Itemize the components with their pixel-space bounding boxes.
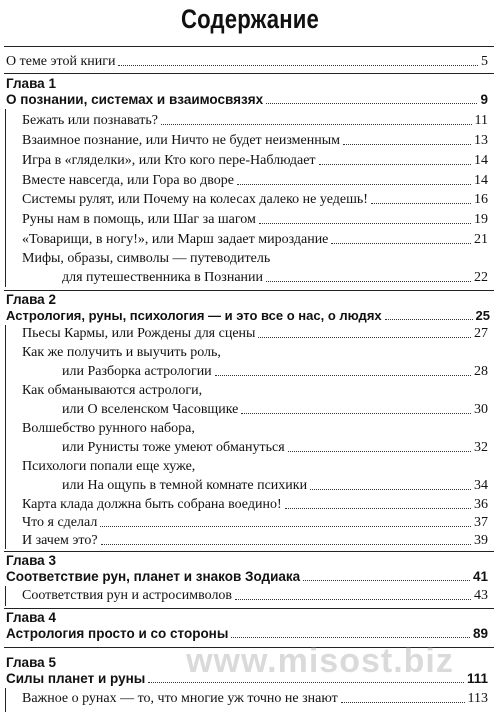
leader-dots — [343, 144, 471, 145]
entry-page: 28 — [474, 364, 488, 379]
leader-dots — [285, 508, 471, 509]
entry-page: 36 — [474, 497, 488, 512]
leader-dots — [266, 103, 477, 104]
entry-text: или Рунисты тоже умеют обмануться — [62, 440, 285, 455]
leader-dots — [371, 203, 471, 204]
entry-page: 19 — [474, 212, 488, 227]
toc-entry[interactable] — [22, 513, 488, 531]
toc-entry[interactable] — [22, 111, 488, 129]
entry-text: Как обманываются астрологи, — [22, 383, 203, 398]
entry-page: 9 — [480, 92, 488, 107]
toc-entry[interactable] — [22, 495, 488, 513]
entry-text: Психологи попали еще хуже, — [22, 459, 196, 474]
leader-dots — [310, 489, 471, 490]
toc-entry[interactable] — [22, 531, 488, 549]
divider — [4, 46, 494, 47]
toc-entry[interactable] — [22, 131, 488, 149]
toc-entry[interactable] — [62, 476, 488, 494]
chapter-1-bracket — [5, 109, 6, 287]
entry-text: или Разборка астрологии — [62, 364, 212, 379]
divider — [4, 290, 494, 291]
toc-entry[interactable] — [22, 230, 488, 248]
leader-dots — [215, 375, 471, 376]
entry-page: 111 — [466, 671, 488, 686]
chapter-4-label: Глава 4 — [6, 610, 56, 625]
entry-text: О познании, системах и взаимосвязях — [6, 92, 264, 107]
leader-dots — [331, 243, 471, 244]
chapter-5-bracket — [5, 688, 6, 712]
watermark-text: www.misost.biz — [186, 642, 454, 680]
entry-text: Как же получить и выучить роль, — [22, 345, 221, 360]
entry-text: Что я сделал — [22, 515, 98, 530]
leader-dots — [319, 164, 471, 165]
toc-entry-first-line[interactable] — [22, 249, 488, 267]
toc-entry[interactable] — [22, 190, 488, 208]
toc-entry[interactable] — [62, 268, 488, 286]
entry-text: Силы планет и руны — [6, 671, 146, 686]
leader-dots — [235, 599, 471, 600]
leader-dots — [303, 580, 470, 581]
entry-text: Астрология просто и со стороны — [6, 626, 229, 641]
entry-page: 27 — [474, 326, 488, 341]
entry-page: 21 — [474, 232, 488, 247]
entry-text: Бежать или познавать? — [22, 113, 158, 128]
entry-page: 41 — [472, 569, 488, 584]
entry-text: О теме этой книги — [6, 54, 116, 69]
entry-page: 14 — [474, 173, 488, 188]
leader-dots — [266, 281, 471, 282]
leader-dots — [288, 451, 471, 452]
toc-entry[interactable] — [22, 210, 488, 228]
entry-text: Волшебство рунного набора, — [22, 421, 195, 436]
chapter-5-label: Глава 5 — [6, 655, 56, 670]
divider — [4, 551, 494, 552]
leader-dots — [118, 65, 478, 66]
entry-text: Важное о рунах — то, что многие уж точно не знают — [22, 691, 338, 706]
chapter-2-heading[interactable] — [6, 306, 490, 324]
leader-dots — [101, 544, 471, 545]
leader-dots — [258, 337, 471, 338]
leader-dots — [148, 682, 464, 683]
entry-text: Системы рулят, или Почему на колесах далеко не уедешь! — [22, 192, 368, 207]
chapter-2-label: Глава 2 — [6, 292, 56, 307]
entry-page: 37 — [474, 515, 488, 530]
chapter-4-heading[interactable] — [6, 624, 488, 642]
toc-entry[interactable] — [22, 171, 488, 189]
entry-page: 22 — [474, 270, 488, 285]
leader-dots — [259, 223, 471, 224]
toc-entry[interactable] — [22, 151, 488, 169]
entry-text: И зачем это? — [22, 533, 98, 548]
entry-page: 30 — [474, 402, 488, 417]
divider — [4, 73, 494, 74]
entry-page: 113 — [467, 691, 488, 706]
divider — [4, 608, 494, 609]
chapter-1-heading[interactable] — [6, 90, 488, 108]
chapter-3-label: Глава 3 — [6, 553, 56, 568]
toc-entry-first-line[interactable] — [22, 419, 488, 437]
entry-text: Взаимное познание, или Ничто не будет неизменным — [22, 133, 341, 148]
entry-text: «Товарищи, в ногу!», или Марш задает мироздание — [22, 232, 329, 247]
leader-dots — [237, 184, 471, 185]
entry-page: 39 — [474, 533, 488, 548]
chapter-1-label: Глава 1 — [6, 76, 56, 91]
entry-text: Вместе навсегда, или Гора во дворе — [22, 173, 234, 188]
chapter-3-heading[interactable] — [6, 567, 488, 585]
leader-dots — [231, 637, 470, 638]
entry-text: Соответствия рун и астросимволов — [22, 588, 233, 603]
toc-entry-first-line[interactable] — [22, 381, 488, 399]
chapter-2-bracket — [5, 325, 6, 549]
leader-dots — [341, 702, 465, 703]
toc-entry[interactable] — [22, 324, 488, 342]
chapter-3-bracket — [5, 586, 6, 606]
leader-dots — [100, 526, 471, 527]
entry-text: Пьесы Кармы, или Рождены для сцены — [22, 326, 256, 341]
toc-entry[interactable] — [62, 362, 488, 380]
toc-entry-intro[interactable] — [6, 52, 488, 70]
entry-page: 34 — [474, 478, 488, 493]
entry-text: Астрология, руны, психология — и это все о нас, о людях — [6, 308, 382, 323]
entry-text: или О вселенском Часовщике — [62, 402, 239, 417]
toc-entry[interactable] — [62, 438, 488, 456]
entry-page: 32 — [474, 440, 488, 455]
entry-page: 89 — [472, 626, 488, 641]
page-title: Содержание — [180, 4, 320, 34]
entry-text: Соответствие рун, планет и знаков Зодиака — [6, 569, 301, 584]
toc-entry[interactable] — [22, 689, 488, 707]
entry-page: 14 — [474, 153, 488, 168]
entry-text: Карта клада должна быть собрана воедино! — [22, 497, 282, 512]
entry-page: 25 — [475, 308, 490, 323]
toc-entry[interactable] — [22, 586, 488, 604]
toc-entry[interactable] — [62, 400, 488, 418]
toc-entry-first-line[interactable] — [22, 343, 488, 361]
entry-page: 16 — [474, 192, 488, 207]
leader-dots — [161, 124, 472, 125]
entry-text: или На ощупь в темной комнате психики — [62, 478, 308, 493]
entry-page: 5 — [481, 54, 488, 69]
entry-text: для путешественника в Познании — [62, 270, 264, 285]
leader-dots — [241, 413, 471, 414]
entry-page: 13 — [474, 133, 488, 148]
entry-page: 43 — [474, 588, 488, 603]
entry-text: Игра в «гляделки», или Кто кого пере-Наблюдает — [22, 153, 316, 168]
entry-text: Руны нам в помощь, или Шаг за шагом — [22, 212, 256, 227]
toc-entry-first-line[interactable] — [22, 457, 488, 475]
leader-dots — [385, 319, 473, 320]
entry-page: 11 — [474, 113, 488, 128]
entry-text: Мифы, образы, символы — путеводитель — [22, 251, 271, 266]
